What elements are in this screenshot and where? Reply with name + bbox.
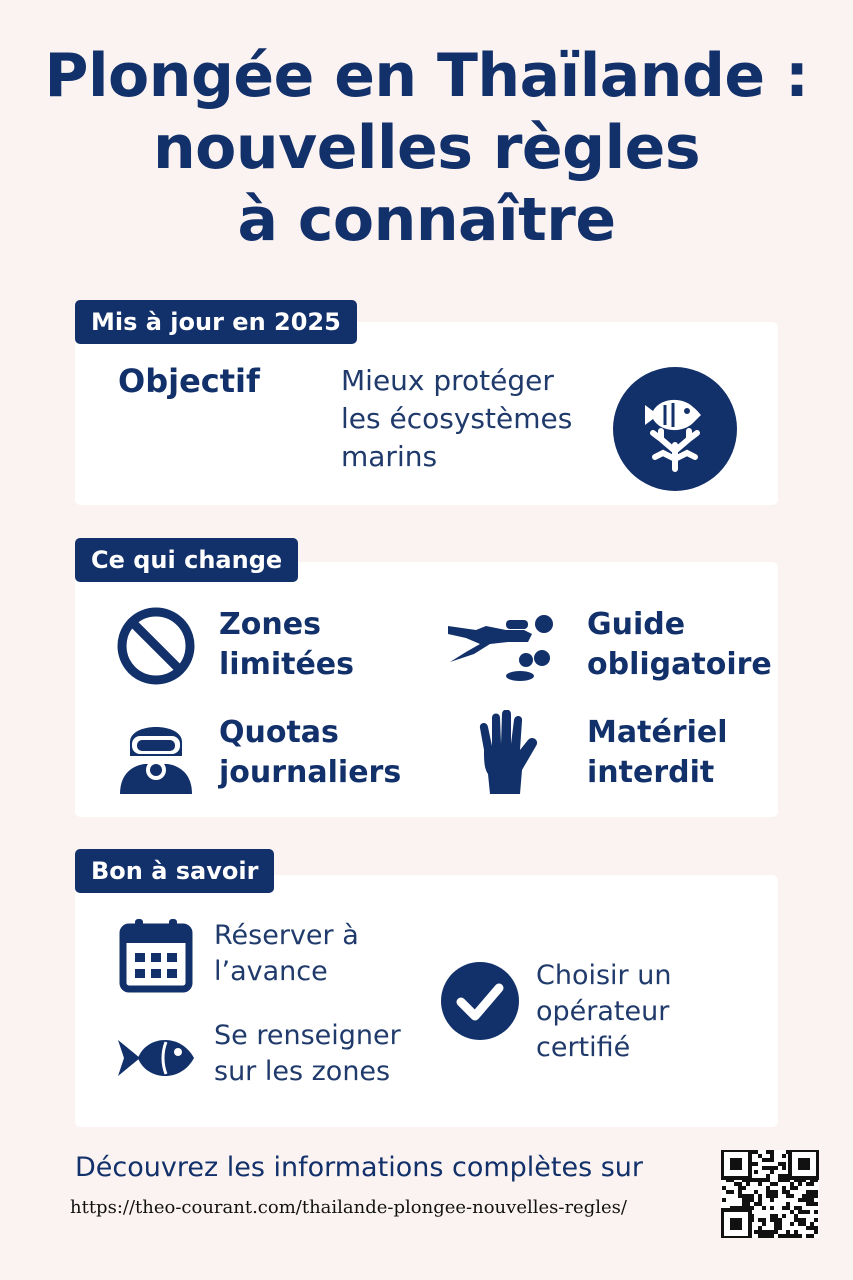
objective-badge: Mis à jour en 2025 — [75, 300, 357, 344]
fish-coral-icon — [613, 367, 737, 491]
qr-code-icon[interactable] — [721, 1150, 819, 1238]
title-line-2: nouvelles règles — [152, 113, 701, 183]
tips-badge: Bon à savoir — [75, 849, 274, 893]
tip-reserver: Réserver à l’avance — [214, 920, 359, 987]
footer-url[interactable]: https://theo-courant.com/thailande-plongee-nouvelles-regles/ — [70, 1197, 627, 1218]
prohibited-icon — [116, 606, 196, 686]
diver-icon — [446, 612, 558, 682]
fish-icon — [116, 1028, 196, 1088]
objective-text: Mieux protéger les écosystèmes marins — [341, 364, 573, 473]
feature-materiel: Matériel interdit — [587, 715, 728, 790]
feature-guide: Guide obligatoire — [587, 607, 772, 682]
tip-operateur: Choisir un opérateur certifié — [536, 960, 672, 1063]
objective-label: Objectif — [118, 362, 260, 400]
feature-zones: Zones limitées — [219, 607, 354, 682]
footer-text: Découvrez les informations complètes sur — [75, 1152, 644, 1183]
changes-badge: Ce qui change — [75, 538, 298, 582]
calendar-icon — [119, 917, 193, 993]
check-circle-icon — [441, 962, 519, 1040]
diver-mask-icon — [118, 712, 194, 794]
title-line-3: à connaître — [237, 185, 616, 255]
title-line-1: Plongée en Thaïlande : — [44, 41, 809, 111]
tip-renseigner: Se renseigner sur les zones — [214, 1020, 401, 1087]
page-title — [0, 40, 853, 256]
feature-quotas: Quotas journaliers — [219, 715, 402, 790]
glove-icon — [470, 710, 546, 796]
